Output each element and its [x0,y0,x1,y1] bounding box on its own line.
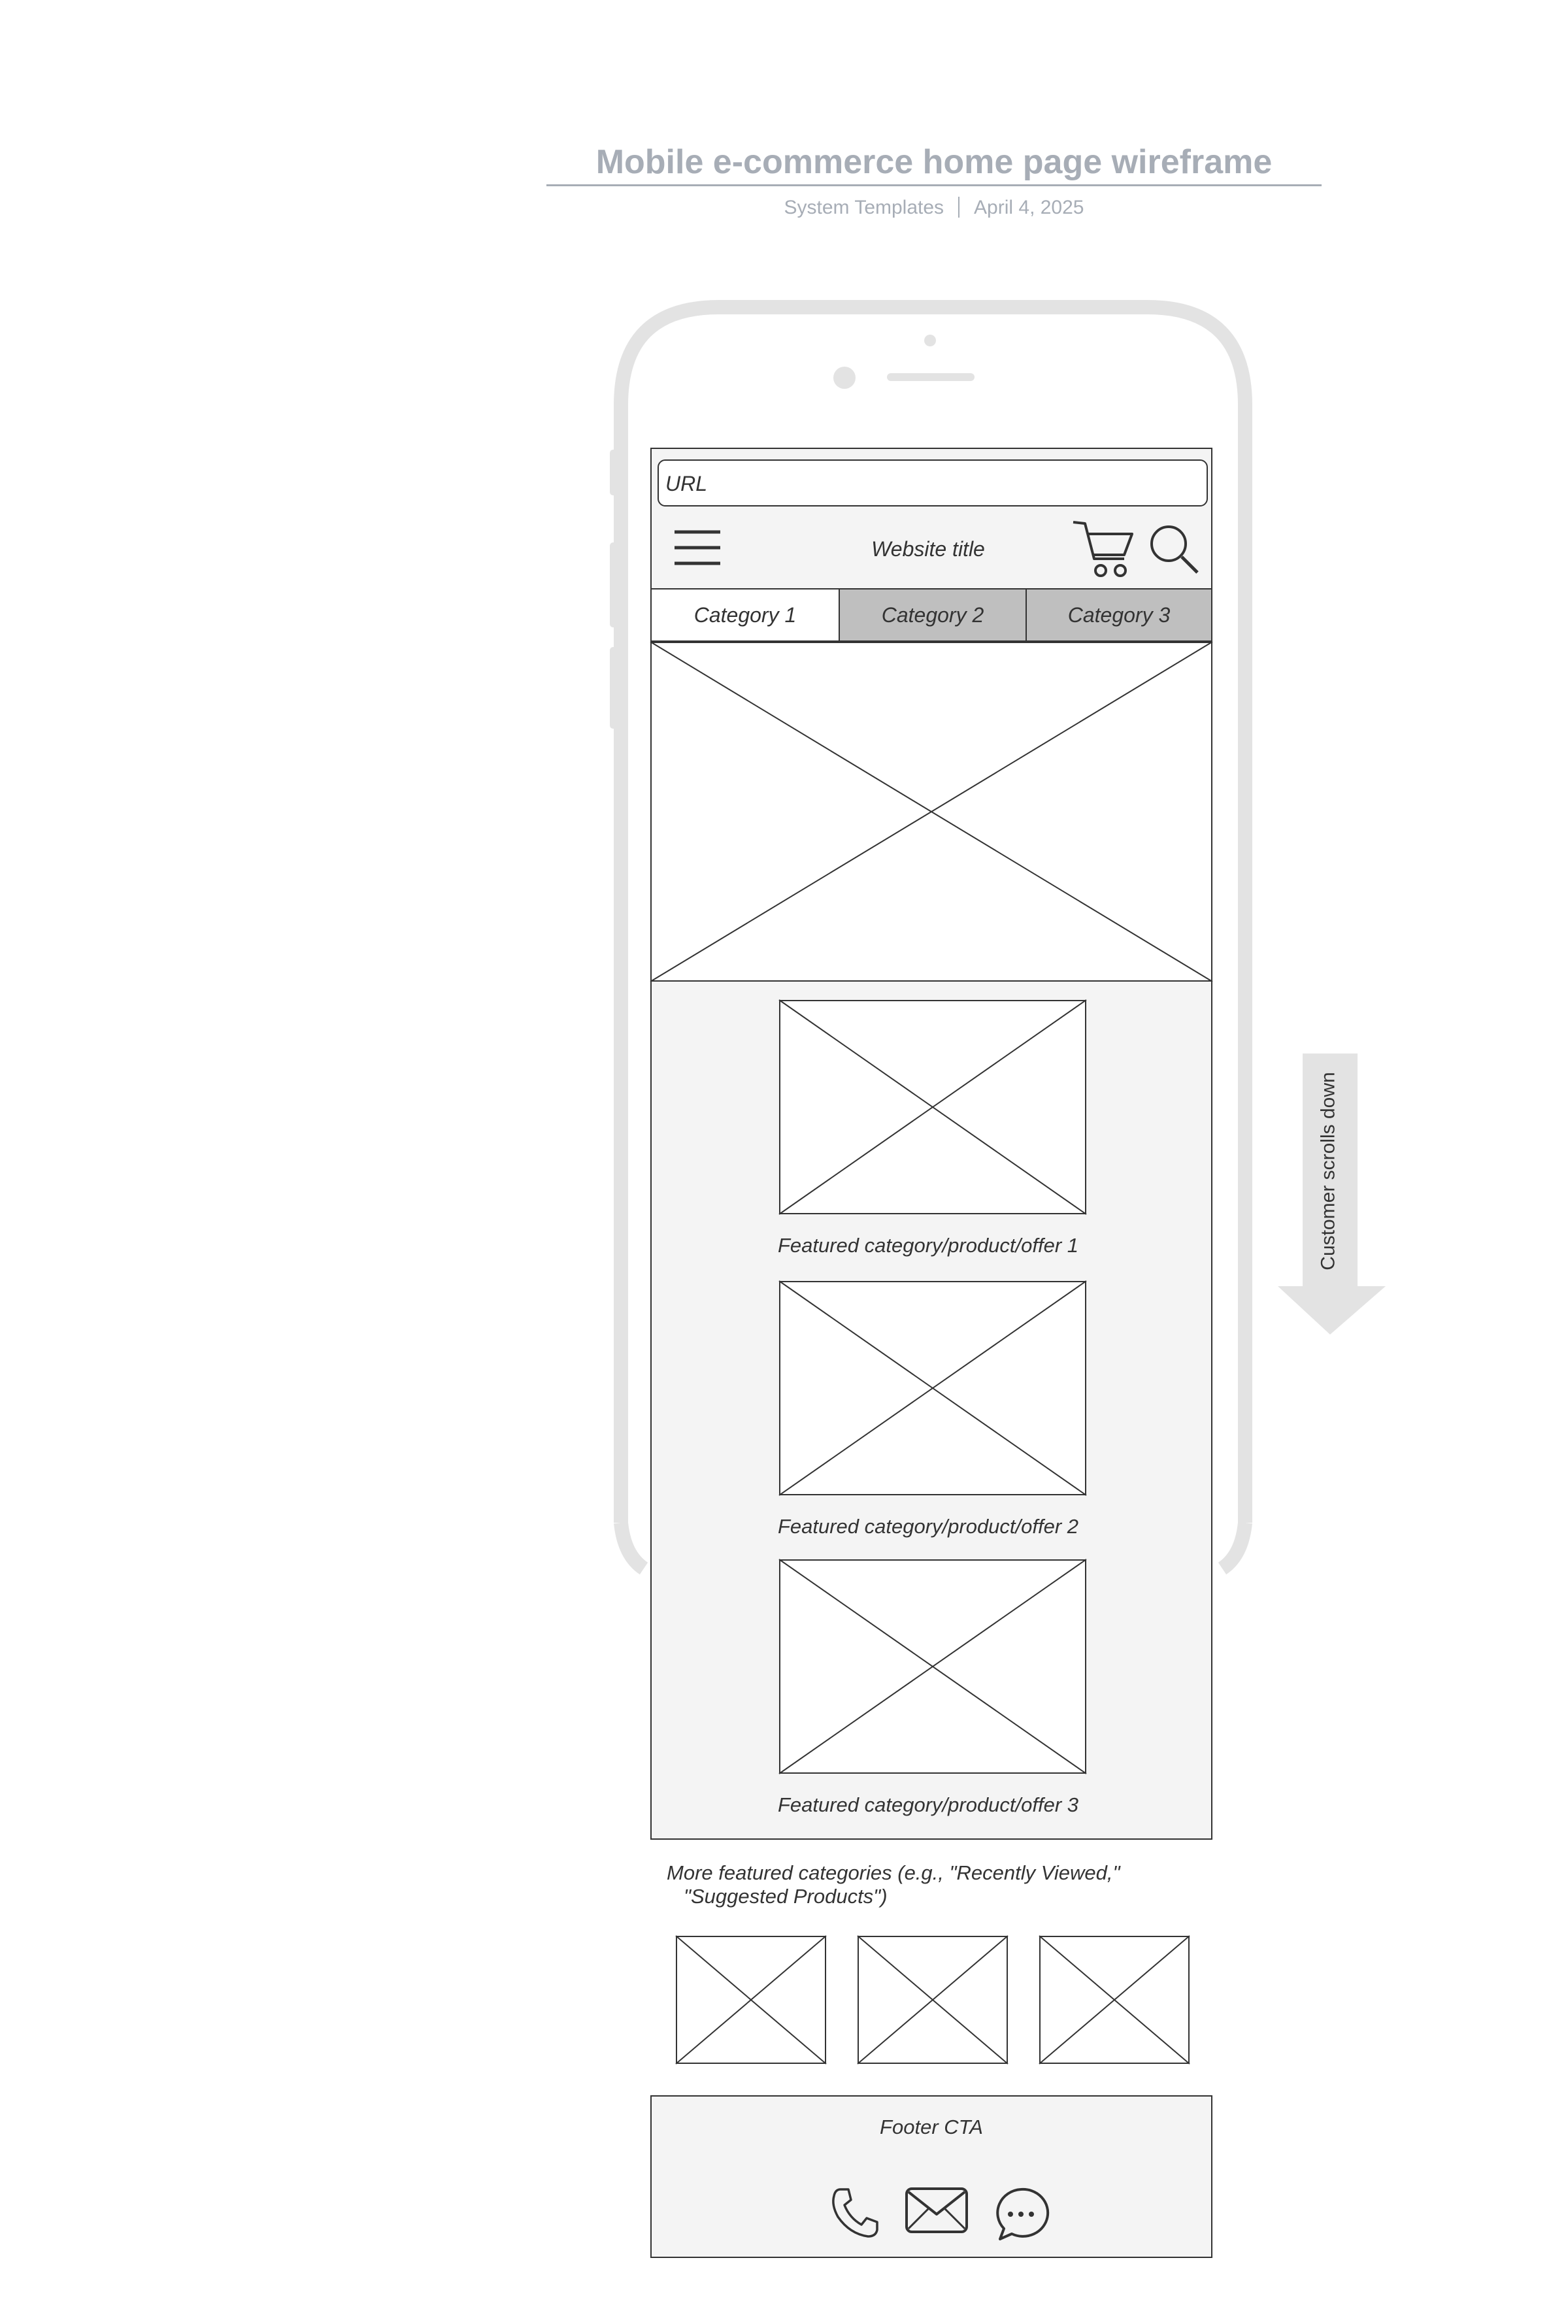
url-bar[interactable] [658,459,1208,506]
website-title: Website title [871,537,985,561]
chat-icon[interactable] [993,2187,1048,2242]
featured-image-2[interactable] [779,1281,1086,1495]
scroll-annotation-text: Customer scrolls down [1318,1072,1339,1270]
hamburger-icon[interactable] [673,529,722,566]
search-icon[interactable] [1149,524,1200,575]
phone-camera [833,367,856,389]
more-featured-line-1: More featured categories (e.g., "Recently Viewed," [667,1861,1120,1884]
phone-corner-right [1222,1523,1245,1569]
tab-label: Category 3 [1067,603,1171,627]
featured-image-3[interactable] [779,1559,1086,1774]
tab-category-2[interactable] [839,588,1027,642]
mail-icon[interactable] [905,2187,969,2234]
date-label: April 4, 2025 [974,197,1084,218]
more-featured-image-2[interactable] [858,1936,1008,2064]
phone-icon[interactable] [830,2187,880,2239]
more-featured-text [667,1861,1190,1908]
phone-sensor [924,335,936,346]
page-title: Mobile e-commerce home page wireframe [595,143,1273,181]
hero-image-placeholder[interactable] [650,642,1212,982]
featured-caption-2: Featured category/product/offer 2 [777,1515,1079,1538]
featured-caption-1: Featured category/product/offer 1 [777,1234,1079,1257]
featured-caption-3: Featured category/product/offer 3 [777,1793,1079,1816]
more-featured-line-2: "Suggested Products") [684,1885,888,1908]
more-featured-image-1[interactable] [676,1936,826,2064]
url-text: URL [665,472,708,495]
phone-corner-left [621,1523,644,1569]
tab-label: Category 2 [881,603,984,627]
scroll-annotation [1303,1054,1355,1289]
featured-image-1[interactable] [779,1000,1086,1214]
source-label: System Templates [784,197,944,218]
cart-icon[interactable] [1072,520,1135,580]
tab-category-1[interactable] [650,588,840,642]
more-featured-image-3[interactable] [1039,1936,1190,2064]
tab-label: Category 1 [693,603,797,627]
tab-category-3[interactable] [1026,588,1212,642]
phone-speaker [887,373,975,381]
footer-cta[interactable]: Footer CTA [880,2116,983,2138]
